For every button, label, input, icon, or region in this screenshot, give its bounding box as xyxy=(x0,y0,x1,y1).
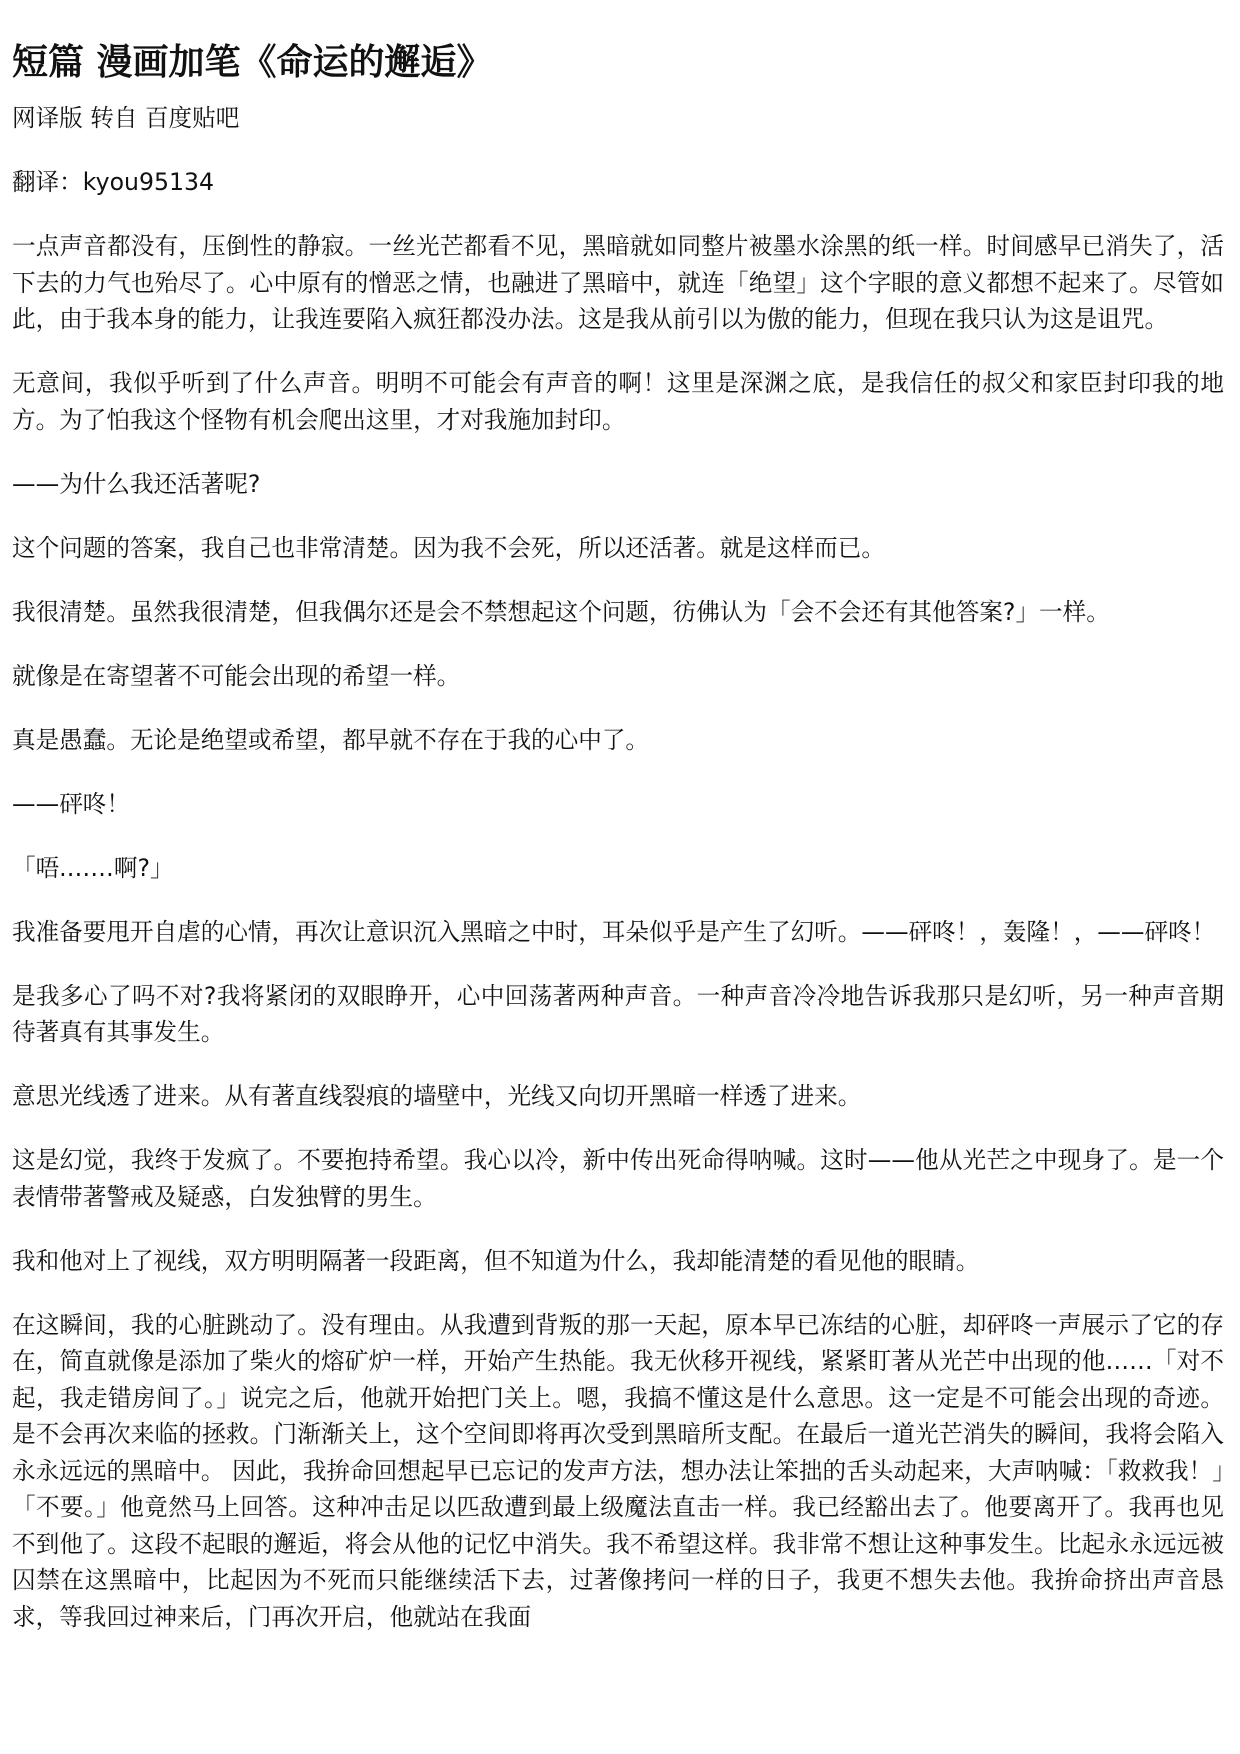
paragraph-4: 这个问题的答案，我自己也非常清楚。因为我不会死，所以还活著。就是这样而已。 xyxy=(12,533,885,562)
source-line: 网译版 转自 百度贴吧 xyxy=(12,104,240,132)
paragraph-10: 我准备要甩开自虐的心情，再次让意识沉入黑暗之中时，耳朵似乎是产生了幻听。——砰咚！，轰隆！，——砰咚！ xyxy=(12,917,1216,946)
paragraph-8: ——砰咚！ xyxy=(12,789,130,818)
paragraph-14: 我和他对上了视线，双方明明隔著一段距离，但不知道为什么，我却能清楚的看见他的眼睛。 xyxy=(12,1246,980,1275)
paragraph-11: 是我多心了吗不对?我将紧闭的双眼睁开，心中回荡著两种声音。一种声音冷冷地告诉我那只是幻听，另一种声音期待著真有其事发生。 xyxy=(12,981,1224,1046)
paragraph-5: 我很清楚。虽然我很清楚，但我偶尔还是会不禁想起这个问题，彷佛认为「会不会还有其他答案?」一样。 xyxy=(12,597,1110,626)
translator-line: 翻译：kyou95134 xyxy=(12,168,215,196)
paragraph-3: ——为什么我还活著呢? xyxy=(12,469,261,498)
paragraph-7: 真是愚蠢。无论是绝望或希望，都早就不存在于我的心中了。 xyxy=(12,725,650,754)
document-page xyxy=(12,38,1224,1663)
paragraph-13: 这是幻觉，我终于发疯了。不要抱持希望。我心以冷，新中传出死命得呐喊。这时——他从光芒之中现身了。是一个表情带著警戒及疑惑，白发独臂的男生。 xyxy=(12,1146,1224,1211)
paragraph-2: 无意间，我似乎听到了什么声音。明明不可能会有声音的啊！这里是深渊之底，是我信任的叔父和家臣封印我的地方。为了怕我这个怪物有机会爬出这里，才对我施加封印。 xyxy=(12,369,1224,434)
paragraph-9: 「唔.……啊?」 xyxy=(12,853,174,882)
paragraph-15: 在这瞬间，我的心脏跳动了。没有理由。从我遭到背叛的那一天起，原本早已冻结的心脏，却砰咚一声展示了它的存在，简直就像是添加了柴火的熔矿炉一样，开始产生热能。我无伙移开视线，紧紧盯著从光芒中出现的他……「对不起，我走错房间了。」说完之后，他就开始把门关上。嗯，我搞不懂这是什么意思。这一定是不可能会出现的奇迹。是不会再次来临的拯救。门渐渐关上，这个空间即将再次受到黑暗所支配。在最后一道光芒消失的瞬间，我将会陷入永永远远的黑暗中。 因此，我拚命回想起早已忘记的发声方法，想办法让笨拙的舌头动起来，大声呐喊：「救救我！」「不要。」他竟然马上回答。这种冲击足以匹敌遭到最上级魔法直击一样。我已经豁出去了。他要离开了。我再也见不到他了。这段不起眼的邂逅，将会从他的记忆中消失。我不希望这样。我非常不想让这种事发生。比起永永远远被囚禁在这黑暗中，比起因为不死而只能继续活下去，过著像拷问一样的日子，我更不想失去他。我拚命挤出声音恳求，等我回过神来后，门再次开启，他就站在我面 xyxy=(12,1310,1224,1631)
paragraph-1: 一点声音都没有，压倒性的静寂。一丝光芒都看不见，黑暗就如同整片被墨水涂黑的纸一样。时间感早已消失了，活下去的力气也殆尽了。心中原有的憎恶之情，也融进了黑暗中，就连「绝望」这个字眼的意义都想不起来了。尽管如此，由于我本身的能力，让我连要陷入疯狂都没办法。这是我从前引以为傲的能力，但现在我只认为这是诅咒。 xyxy=(12,232,1224,333)
paragraph-6: 就像是在寄望著不可能会出现的希望一样。 xyxy=(12,661,461,690)
document-title: 短篇 漫画加笔《命运的邂逅》 xyxy=(12,42,493,83)
paragraph-12: 意思光线透了进来。从有著直线裂痕的墙壁中，光线又向切开黑暗一样透了进来。 xyxy=(12,1082,862,1110)
